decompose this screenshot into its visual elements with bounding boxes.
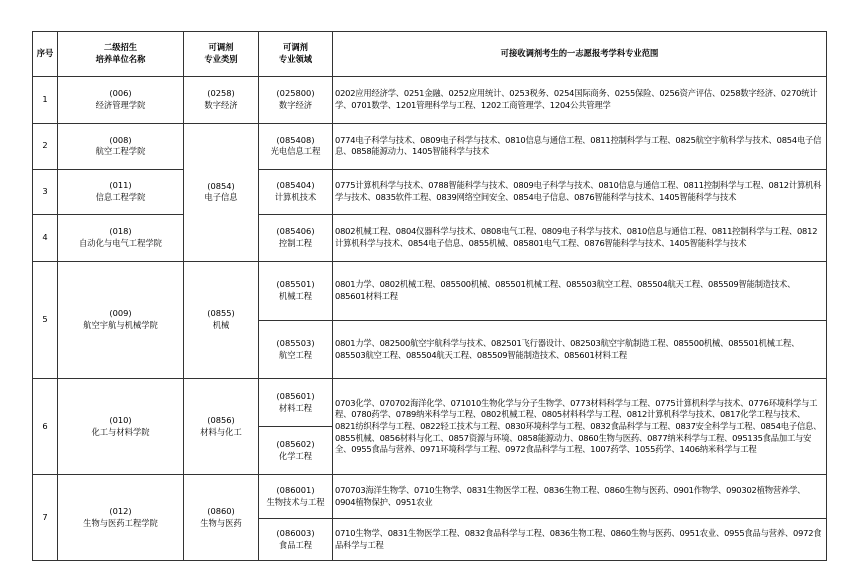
- field-cell: (085404) 计算机技术: [259, 169, 333, 214]
- range-cell: 0801力学、082500航空宇航科学与技术、082501飞行器设计、082503航空宇航制造工程、085500机械、085501机械工程、085503航空工程、085504航天工程、085509智能制造技术、085601材料工程: [333, 320, 827, 378]
- header-field: 可调剂 专业领域: [259, 32, 333, 77]
- category-cell: (0856) 材料与化工: [184, 379, 259, 475]
- field-cell: (085406) 控制工程: [259, 214, 333, 261]
- range-cell: 070703海洋生物学、0710生物学、0831生物医学工程、0836生物工程、0860生物与医药、0901作物学、090302植物营养学、0904植物保护、0951农业: [333, 475, 827, 519]
- range-cell: 0801力学、0802机械工程、085500机械、085501机械工程、085503航空工程、085504航天工程、085509智能制造技术、085601材料工程: [333, 261, 827, 320]
- unit-cell: (006) 经济管理学院: [58, 76, 184, 123]
- field-cell: (085601) 材料工程: [259, 379, 333, 427]
- table-row: [33, 76, 827, 123]
- header-category: 可调剂 专业类别: [184, 32, 259, 77]
- header-seq: 序号: [33, 32, 58, 77]
- seq-cell: 1: [33, 76, 58, 123]
- range-cell: 0710生物学、0831生物医学工程、0832食品科学与工程、0836生物工程、0860生物与医药、0951农业、0955食品与营养、0972食品科学与工程: [333, 519, 827, 561]
- field-cell: (085503) 航空工程: [259, 320, 333, 378]
- category-cell: (0854) 电子信息: [184, 123, 259, 261]
- table-row: [33, 169, 827, 214]
- range-cell: 0703化学、070702海洋化学、071010生物化学与分子生物学、0773材料科学与工程、0775计算机科学与技术、0776环境科学与工程、0780药学、0789纳米科学与工程、0802机械工程、0805材料科学与工程、0812计算机科学与技术、0817化学工程与技术、0821纺织科学与工程、0822轻工技术与工程、0830环境科学与工程、0832食品科学与工程、0837安全科学与工程、0854电子信息、0855机械、0856材料与化工、0857资源与环境、0858能源动力、0860生物与医药、0877纳米科学与工程、095135食品加工与安全、0955食品与营养、0971环境科学与工程、0972食品科学与工程、1007药学、1055药学、1406纳米科学与工程: [333, 379, 827, 475]
- unit-cell: (008) 航空工程学院: [58, 123, 184, 169]
- unit-cell: (010) 化工与材料学院: [58, 379, 184, 475]
- table-row: [33, 123, 827, 169]
- field-cell: (025800) 数字经济: [259, 76, 333, 123]
- unit-cell: (012) 生物与医药工程学院: [58, 475, 184, 561]
- seq-cell: 7: [33, 475, 58, 561]
- seq-cell: 3: [33, 169, 58, 214]
- category-cell: (0855) 机械: [184, 261, 259, 379]
- header-row: [33, 32, 827, 77]
- range-cell: 0802机械工程、0804仪器科学与技术、0808电气工程、0809电子科学与技术、0810信息与通信工程、0811控制科学与工程、0812计算机科学与技术、0854电子信息、0855机械、085801电气工程、0876智能科学与技术、1405智能科学与技术: [333, 214, 827, 261]
- admission-table: [32, 31, 827, 561]
- field-cell: (085408) 光电信息工程: [259, 123, 333, 169]
- range-cell: 0775计算机科学与技术、0788智能科学与技术、0809电子科学与技术、0810信息与通信工程、0811控制科学与工程、0812计算机科学与技术、0835软件工程、0839网络空间安全、0854电子信息、0876智能科学与技术、1405智能科学与技术: [333, 169, 827, 214]
- field-cell: (086003) 食品工程: [259, 519, 333, 561]
- table-row: [33, 379, 827, 427]
- unit-cell: (011) 信息工程学院: [58, 169, 184, 214]
- unit-cell: (018) 自动化与电气工程学院: [58, 214, 184, 261]
- range-cell: 0774电子科学与技术、0809电子科学与技术、0810信息与通信工程、0811控制科学与工程、0825航空宇航科学与技术、0854电子信息、0858能源动力、1405智能科学与技术: [333, 123, 827, 169]
- seq-cell: 5: [33, 261, 58, 379]
- header-unit: 二级招生 培养单位名称: [58, 32, 184, 77]
- field-cell: (085602) 化学工程: [259, 427, 333, 475]
- seq-cell: 6: [33, 379, 58, 475]
- table-row: [33, 214, 827, 261]
- unit-cell: (009) 航空宇航与机械学院: [58, 261, 184, 379]
- field-cell: (085501) 机械工程: [259, 261, 333, 320]
- table-row: [33, 261, 827, 320]
- category-cell: (0860) 生物与医药: [184, 475, 259, 561]
- range-cell: 0202应用经济学、0251金融、0252应用统计、0253税务、0254国际商务、0255保险、0256资产评估、0258数字经济、0270统计学、0701数学、1201管理科学与工程、1202工商管理学、1204公共管理学: [333, 76, 827, 123]
- table-row: [33, 475, 827, 519]
- seq-cell: 2: [33, 123, 58, 169]
- field-cell: (086001) 生物技术与工程: [259, 475, 333, 519]
- seq-cell: 4: [33, 214, 58, 261]
- header-range: 可接收调剂考生的一志愿报考学科专业范围: [333, 32, 827, 77]
- category-cell: (0258) 数字经济: [184, 76, 259, 123]
